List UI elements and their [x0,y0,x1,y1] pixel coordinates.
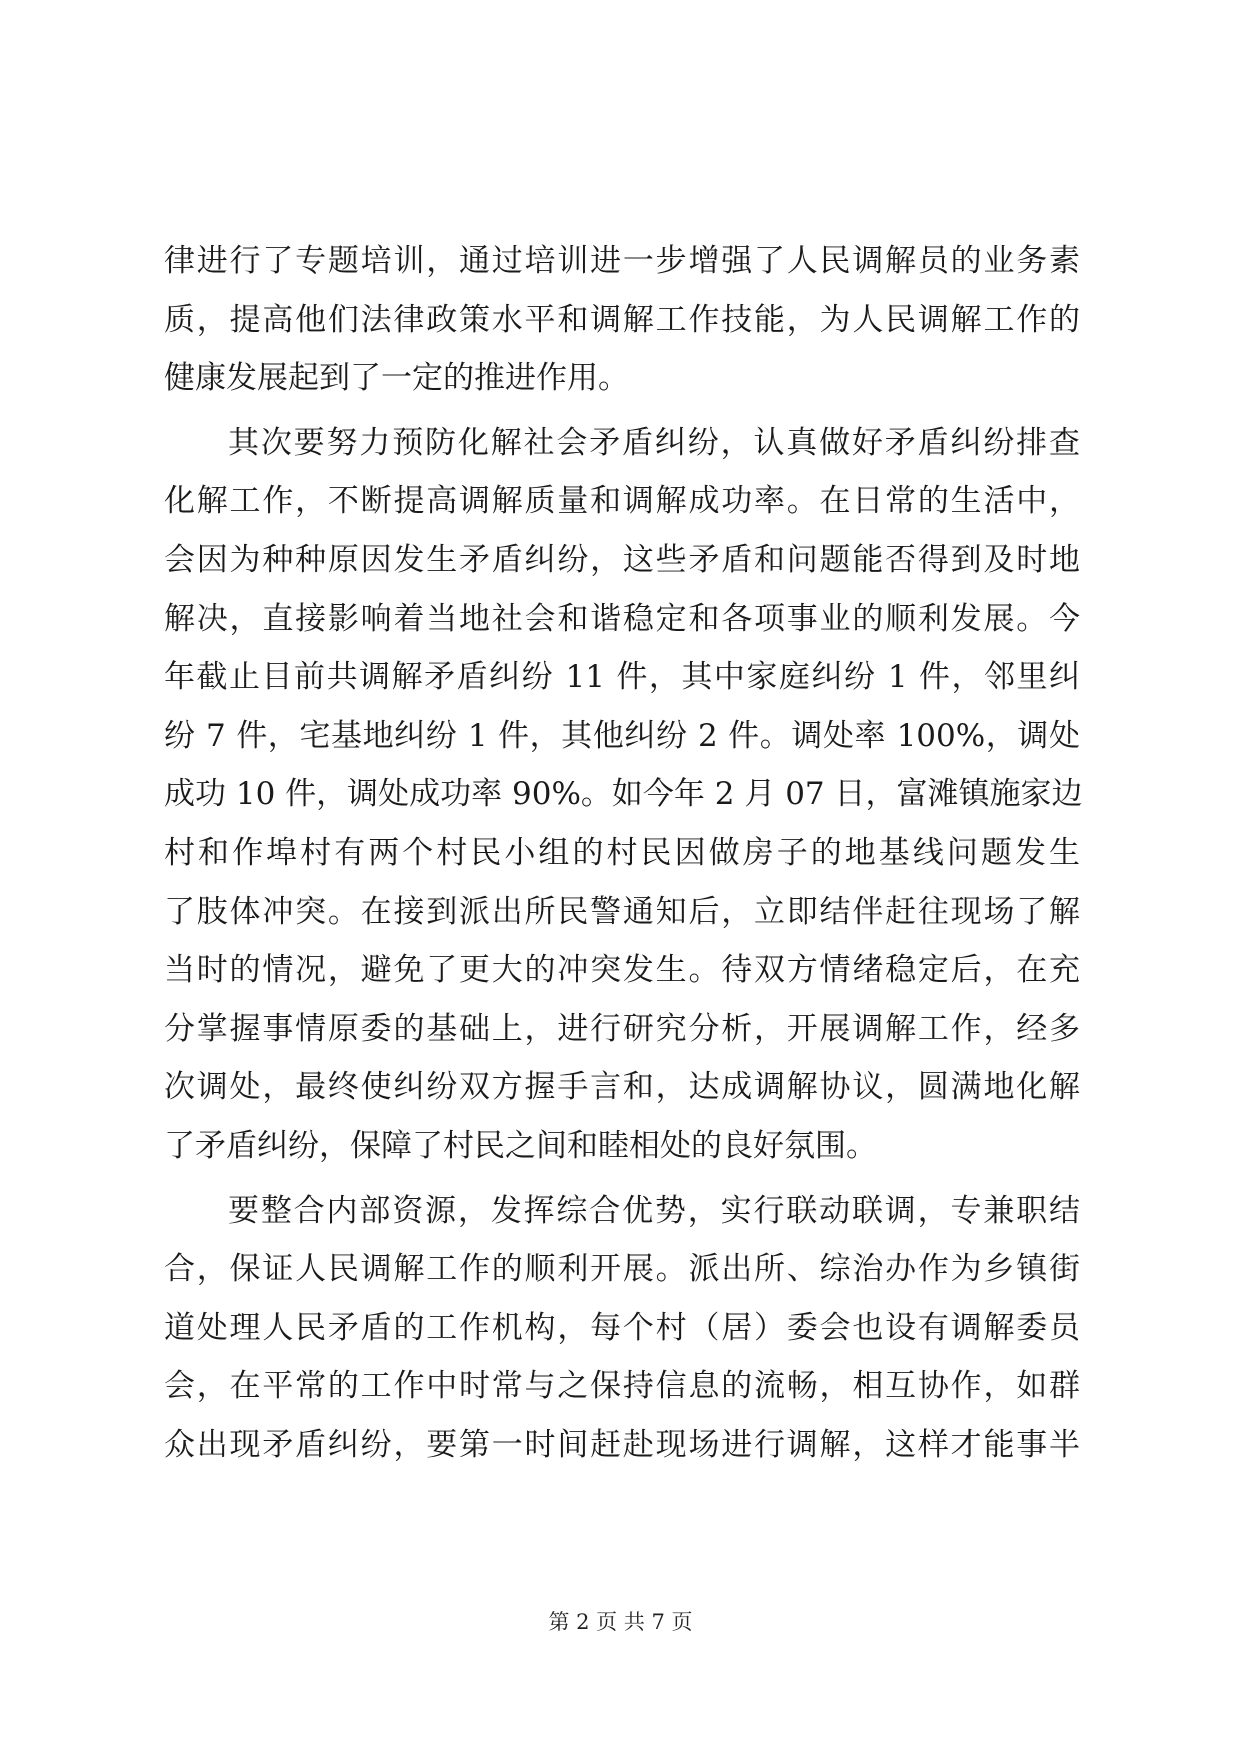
text-line: 村和作埠村有两个村民小组的村民因做房子的地基线问题发生 [164,834,1080,871]
text-line: 众出现矛盾纠纷，要第一时间赶赴现场进行调解，这样才能事半 [164,1426,1080,1463]
text-line: 解决，直接影响着当地社会和谐稳定和各项事业的顺利发展。今 [164,600,1080,637]
text-line: 纷 7 件，宅基地纠纷 1 件，其他纠纷 2 件。调处率 100%，调处 [164,717,1080,754]
body-text [164,232,1083,1474]
paragraph-3 [164,1182,1080,1475]
text-line: 要整合内部资源，发挥综合优势，实行联动联调，专兼职结 [228,1192,1080,1229]
text-line: 了矛盾纠纷，保障了村民之间和睦相处的良好氛围。 [164,1127,877,1164]
text-line: 了肢体冲突。在接到派出所民警通知后，立即结伴赶往现场了解 [164,893,1080,930]
text-line: 次调处，最终使纠纷双方握手言和，达成调解协议，圆满地化解 [164,1069,1080,1106]
text-line: 道处理人民矛盾的工作机构，每个村（居）委会也设有调解委员 [164,1309,1080,1346]
paragraph-1 [164,232,1080,408]
text-line: 成功 10 件，调处成功率 90%。如今年 2 月 07 日，富滩镇施家边 [164,776,1083,813]
page-number-footer: 第 2 页 共 7 页 [548,1610,693,1634]
text-line: 化解工作，不断提高调解质量和调解成功率。在日常的生活中， [164,483,1080,520]
text-line: 年截止目前共调解矛盾纠纷 11 件，其中家庭纠纷 1 件，邻里纠 [164,659,1080,696]
text-line: 律进行了专题培训，通过培训进一步增强了人民调解员的业务素 [164,243,1080,279]
text-line: 其次要努力预防化解社会矛盾纠纷，认真做好矛盾纠纷排查 [228,424,1080,461]
paragraph-2 [164,414,1083,1176]
text-line: 会，在平常的工作中时常与之保持信息的流畅，相互协作，如群 [164,1368,1080,1405]
text-line: 健康发展起到了一定的推进作用。 [164,360,629,397]
text-line: 当时的情况，避免了更大的冲突发生。待双方情绪稳定后，在充 [164,952,1080,989]
text-line: 合，保证人民调解工作的顺利开展。派出所、综治办作为乡镇街 [164,1251,1080,1288]
text-line: 会因为种种原因发生矛盾纠纷，这些矛盾和问题能否得到及时地 [164,541,1080,578]
text-line: 分掌握事情原委的基础上，进行研究分析，开展调解工作，经多 [164,1010,1080,1047]
text-line: 质，提高他们法律政策水平和调解工作技能，为人民调解工作的 [164,301,1080,338]
